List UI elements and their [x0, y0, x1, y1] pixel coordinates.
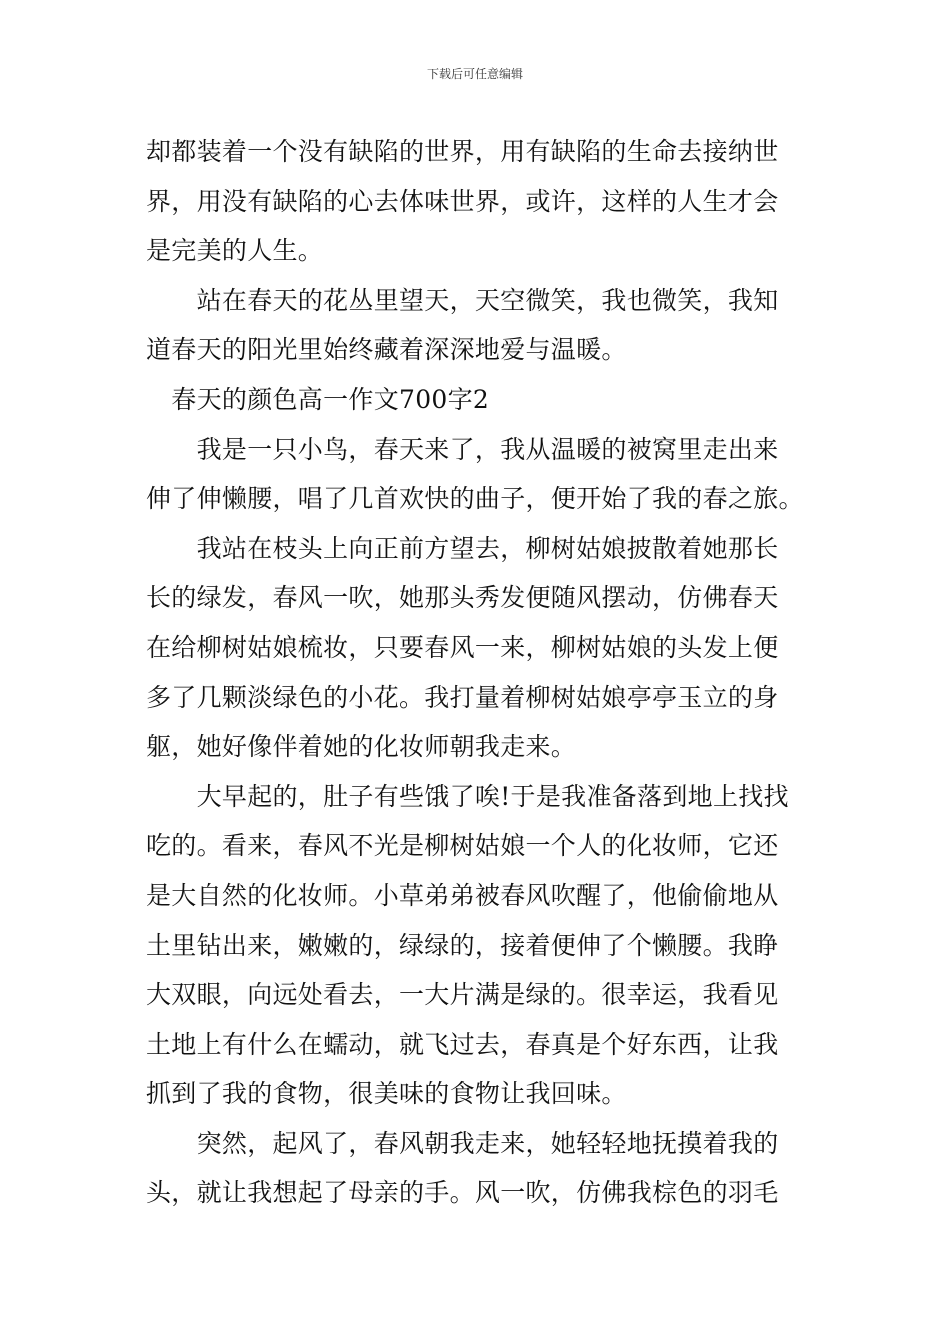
text-line: 是大自然的化妆师。小草弟弟被春风吹醒了，他偷偷地从	[146, 880, 779, 910]
text-line: 界，用没有缺陷的心去体味世界，或许，这样的人生才会	[146, 186, 779, 216]
page-header: 下载后可任意编辑	[426, 67, 523, 81]
text-line: 土地上有什么在蠕动，就飞过去，春真是个好东西，让我	[146, 1029, 779, 1059]
paragraph-6	[146, 1119, 812, 1218]
text-line: 多了几颗淡绿色的小花。我打量着柳树姑娘亭亭玉立的身	[146, 682, 779, 712]
paragraph-1	[146, 127, 812, 276]
text-line: 站在春天的花丛里望天，天空微笑，我也微笑，我知	[146, 285, 779, 315]
text-line: 却都装着一个没有缺陷的世界，用有缺陷的生命去接纳世	[146, 137, 779, 166]
text-line: 大双眼，向远处看去，一大片满是绿的。很幸运，我看见	[146, 980, 779, 1010]
paragraph-3	[146, 425, 812, 524]
paragraph-4	[146, 524, 812, 772]
text-line: 是完美的人生。	[146, 236, 324, 266]
text-line: 春天的颜色高一作文700字2	[146, 384, 490, 414]
text-line: 土里钻出来，嫩嫩的，绿绿的，接着便伸了个懒腰。我睁	[146, 930, 779, 960]
paragraph-5	[146, 772, 812, 1119]
text-line: 突然，起风了，春风朝我走来，她轻轻地抚摸着我的	[146, 1128, 779, 1158]
text-line: 大早起的，肚子有些饿了唉!于是我准备落到地上找找	[146, 781, 789, 811]
text-line: 长的绿发，春风一吹，她那头秀发便随风摆动，仿佛春天	[146, 583, 779, 613]
text-line: 躯，她好像伴着她的化妆师朝我走来。	[146, 732, 577, 762]
text-line: 我站在枝头上向正前方望去，柳树姑娘披散着她那长	[146, 533, 779, 563]
text-line: 吃的。看来，春风不光是柳树姑娘一个人的化妆师，它还	[146, 831, 779, 861]
text-line: 在给柳树姑娘梳妆，只要春风一来，柳树姑娘的头发上便	[146, 632, 779, 662]
text-line: 抓到了我的食物，很美味的食物让我回味。	[146, 1079, 627, 1109]
text-line: 道春天的阳光里始终藏着深深地爱与温暖。	[146, 335, 627, 365]
text-line: 我是一只小鸟，春天来了，我从温暖的被窝里走出来	[146, 434, 779, 464]
document-body	[146, 127, 812, 1218]
text-line: 头，就让我想起了母亲的手。风一吹，仿佛我棕色的羽毛	[146, 1178, 779, 1208]
text-line: 伸了伸懒腰，唱了几首欢快的曲子，便开始了我的春之旅。	[146, 484, 804, 514]
paragraph-2	[146, 276, 812, 375]
section-title	[146, 375, 812, 425]
